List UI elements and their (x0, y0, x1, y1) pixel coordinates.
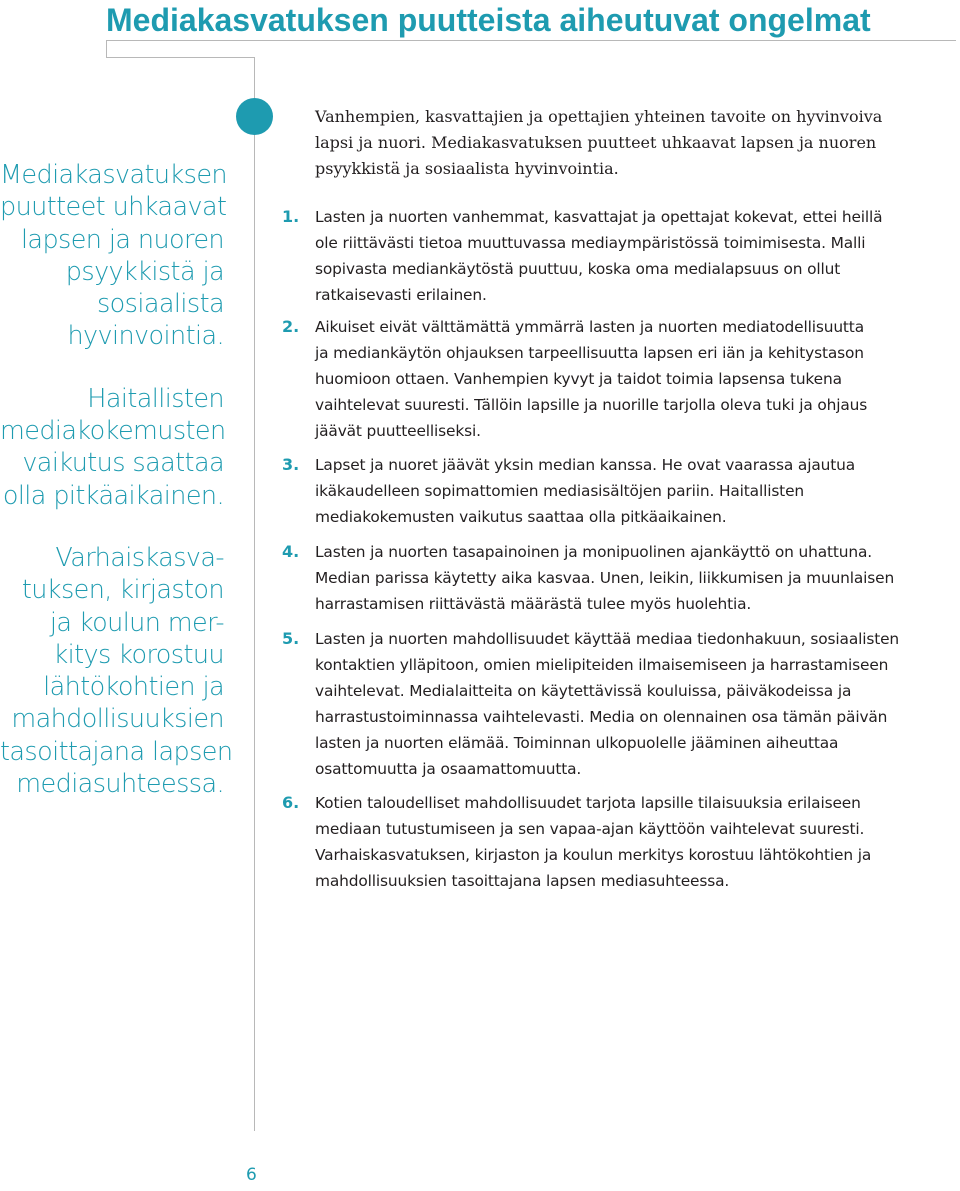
list-item-text (315, 539, 955, 617)
list-item-line: osattomuutta ja osaamattomuutta. (315, 760, 582, 778)
list-item-line: jäävät puutteelliseksi. (315, 422, 481, 440)
list-item-line: vaihtelevat. Medialaitteita on käytettävissä kouluissa, päiväkodeissa ja (315, 682, 852, 700)
intro-paragraph (315, 104, 955, 182)
list-item-line: Varhaiskasvatuksen, kirjaston ja koulun merkitys korostuu lähtökohtien ja (315, 846, 872, 864)
list-item-number: 1. (282, 207, 300, 226)
list-item-line: mahdollisuuksien tasoittajana lapsen mediasuhteessa. (315, 872, 730, 890)
pullquote-line: mahdollisuuksien (11, 704, 224, 735)
list-item-line: harrastustoiminnassa vaihtelevasti. Media on olennainen osa tämän päivän (315, 708, 888, 726)
pullquote-line: sosiaalista (97, 289, 224, 320)
list-item-line: mediaan tutustumiseen ja sen vapaa-ajan käyttöön vaihtelevat suuresti. (315, 820, 865, 838)
pullquote-line: Haitallisten (87, 383, 224, 414)
list-item-line: ja mediankäytön ohjauksen tarpeellisuutta lapsen eri iän ja kehitystason (315, 344, 864, 362)
pullquote-line: lapsen ja nuoren (20, 224, 224, 255)
intro-line: lapsi ja nuori. Mediakasvatuksen puutteet uhkaavat lapsen ja nuoren (315, 133, 877, 152)
pullquote (0, 542, 233, 800)
list-item-line: Median parissa käytetty aika kasvaa. Unen, leikin, liikkumisen ja muunlaisen (315, 569, 895, 587)
pullquote-line: olla pitkäaikainen. (2, 480, 224, 511)
list-item-line: kontaktien ylläpitoon, omien mielipiteiden ilmaisemiseen ja harrastamiseen (315, 656, 889, 674)
pullquote-line: mediakokemusten (0, 416, 226, 447)
list-item-line: ratkaisevasti erilainen. (315, 286, 487, 304)
list-item-line: sopivasta mediankäytöstä puuttuu, koska oma medialapsuus on ollut (315, 260, 841, 278)
sidebar-pullquotes (0, 159, 233, 830)
intro-line: Vanhempien, kasvattajien ja opettajien yhteinen tavoite on hyvinvoiva (315, 107, 883, 126)
list-item-line: Aikuiset eivät välttämättä ymmärrä lasten ja nuorten mediatodellisuutta (315, 318, 864, 336)
list-item-number: 4. (282, 542, 300, 561)
list-item-text (315, 314, 955, 444)
pullquote-line: psyykkistä ja (65, 256, 224, 287)
header-rule-tick (106, 40, 107, 57)
list-item-line: huomioon ottaen. Vanhempien kyvyt ja taidot toimia lapsensa tukena (315, 370, 842, 388)
list-item-text (315, 452, 955, 530)
list-item-number: 3. (282, 455, 300, 474)
pullquote-line: hyvinvointia. (67, 321, 224, 352)
pullquote-line: kitys korostuu (53, 639, 224, 670)
accent-dot (236, 98, 273, 135)
pullquote (0, 383, 224, 512)
intro-line: psyykkistä ja sosiaalista hyvinvointia. (315, 159, 619, 178)
list-item-line: Kotien taloudelliset mahdollisuudet tarjota lapsille tilaisuuksia erilaiseen (315, 794, 861, 812)
pullquote-line: vaikutus saattaa (22, 448, 224, 479)
column-rule-top (106, 57, 254, 58)
pullquote (0, 159, 227, 353)
list-item-text (315, 790, 955, 894)
column-divider (254, 57, 255, 1131)
list-item-line: Lasten ja nuorten vanhemmat, kasvattajat ja opettajat kokevat, ettei heillä (315, 208, 883, 226)
pullquote-line: Varhaiskasva- (55, 542, 224, 573)
list-item-number: 6. (282, 793, 300, 812)
list-item-line: lasten ja nuorten elämää. Toiminnan ulkopuolelle jääminen aiheuttaa (315, 734, 839, 752)
page-title: Mediakasvatuksen puutteista aiheutuvat ongelmat (106, 2, 871, 38)
list-item-line: Lasten ja nuorten mahdollisuudet käyttää mediaa tiedonhakuun, sosiaalisten (315, 630, 900, 648)
list-item-line: Lasten ja nuorten tasapainoinen ja monipuolinen ajankäyttö on uhattuna. (315, 543, 872, 561)
pullquote-line: mediasuhteessa. (16, 769, 224, 800)
pullquote-line: tuksen, kirjaston (21, 575, 224, 606)
list-item-line: ikäkaudelleen sopimattomien mediasisältöjen pariin. Haitallisten (315, 482, 804, 500)
pullquote-line: lähtökohtien ja (43, 672, 224, 703)
list-item-number: 2. (282, 317, 300, 336)
list-item-number: 5. (282, 629, 300, 648)
pullquote-line: puutteet uhkaavat (0, 192, 227, 223)
header-rule (106, 40, 956, 41)
pullquote-line: tasoittajana lapsen (0, 736, 233, 767)
pullquote-line: Mediakasvatuksen (0, 160, 227, 190)
list-item-line: Lapset ja nuoret jäävät yksin median kanssa. He ovat vaarassa ajautua (315, 456, 856, 474)
list-item-line: harrastamisen riittävästä määrästä tulee myös huolehtia. (315, 595, 752, 613)
list-item-line: mediakokemusten vaikutus saattaa olla pitkäaikainen. (315, 508, 727, 526)
page-number: 6 (246, 1165, 257, 1185)
list-item-line: ole riittävästi tietoa muuttuvassa mediaympäristössä toimimisesta. Malli (315, 234, 866, 252)
list-item-line: vaihtelevat suuresti. Tällöin lapsille ja nuorille tarjolla oleva tuki ja ohjaus (315, 396, 868, 414)
list-item-text (315, 626, 955, 782)
list-item-text (315, 204, 955, 308)
pullquote-line: ja koulun mer- (49, 607, 224, 638)
